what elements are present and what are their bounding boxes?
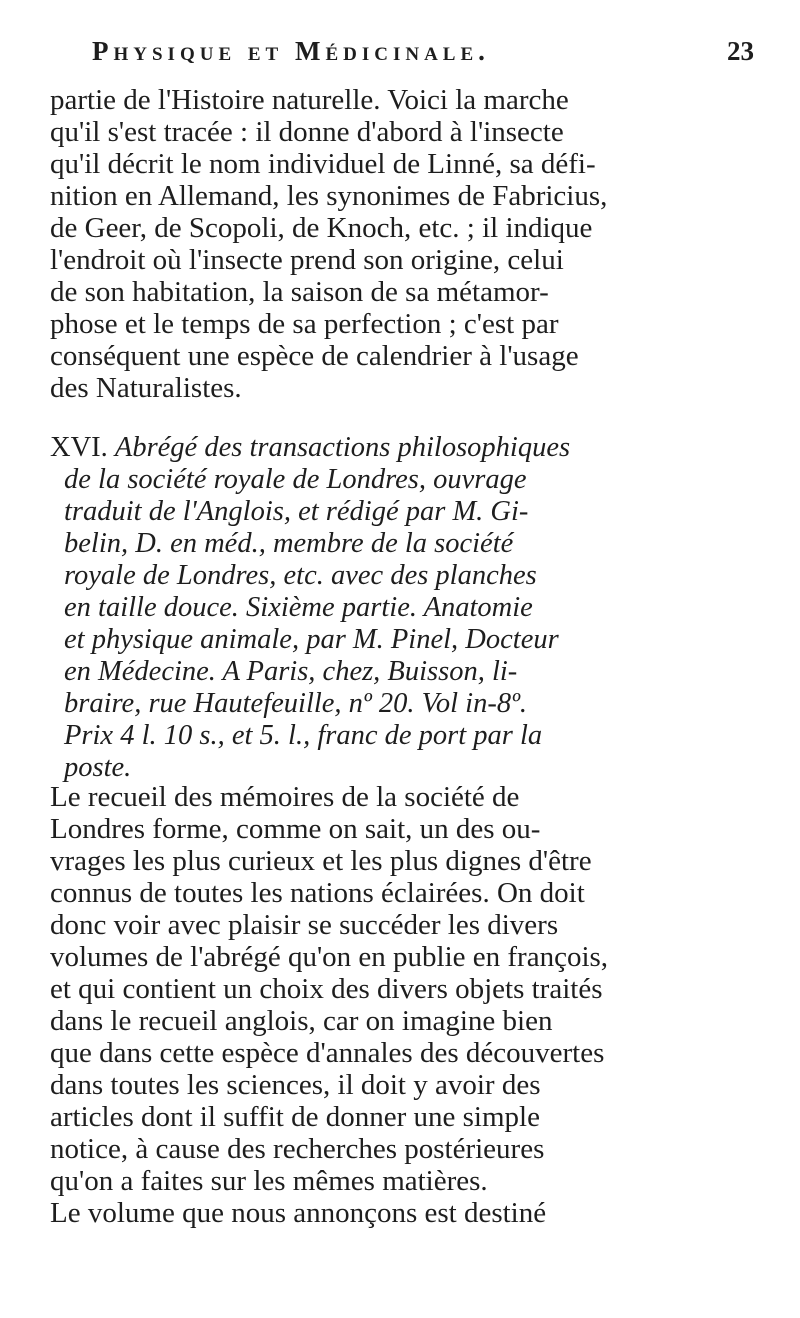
text-line: nition en Allemand, les synonimes de Fabricius, [50,180,608,212]
text-line: volumes de l'abrégé qu'on en publie en françois, [50,941,609,973]
text-line: de Geer, de Scopoli, de Knoch, etc. ; il indique [50,212,593,244]
text-line: Le volume que nous annonçons est destiné [50,1197,547,1229]
text-line: notice, à cause des recherches postérieures [50,1133,545,1165]
text-line: que dans cette espèce d'annales des découvertes [50,1037,605,1069]
text-line: donc voir avec plaisir se succéder les divers [50,909,559,941]
text-line: Londres forme, comme on sait, un des ou- [50,813,541,845]
text-line: qu'on a faites sur les mêmes matières. [50,1165,488,1197]
entry-line: en taille douce. Sixième partie. Anatomie [64,592,533,623]
paragraph-1 [50,84,765,404]
paragraph-2 [50,781,765,1229]
text-line: de son habitation, la saison de sa métamor- [50,276,549,308]
text-line: qu'il décrit le nom individuel de Linné, sa défi- [50,148,596,180]
entry-line: et physique animale, par M. Pinel, Docteur [64,624,559,655]
entry-first-line [50,432,765,464]
text-line: vrages les plus curieux et les plus dignes d'être [50,845,592,877]
running-head [92,36,756,76]
entry-line: braire, rue Hautefeuille, nº 20. Vol in-8º. [64,688,528,719]
text-line: des Naturalistes. [50,372,242,404]
entry-line: Prix 4 l. 10 s., et 5. l., franc de port par la [64,720,543,751]
entry-line: poste. [64,752,132,783]
text-line: l'endroit où l'insecte prend son origine, celui [50,244,564,276]
entry-number: XVI. [50,432,108,463]
running-title: Physique et Médicinale. [92,36,490,66]
text-line: Le recueil des mémoires de la société de [50,781,520,813]
text-line: phose et le temps de sa perfection ; c'est par [50,308,559,340]
entry-line: belin, D. en méd., membre de la société [64,528,514,559]
text-line: et qui contient un choix des divers objets traités [50,973,603,1005]
entry-line: traduit de l'Anglois, et rédigé par M. Gi- [64,496,529,527]
text-line: articles dont il suffit de donner une simple [50,1101,540,1133]
text-line: conséquent une espèce de calendrier à l'usage [50,340,579,372]
text-line: partie de l'Histoire naturelle. Voici la marche [50,84,569,116]
entry-line: en Médecine. A Paris, chez, Buisson, li- [64,656,518,687]
text-line: dans le recueil anglois, car on imagine bien [50,1005,553,1037]
bibliographic-entry [50,432,765,784]
text-line: connus de toutes les nations éclairées. On doit [50,877,585,909]
page-number: 23 [727,36,754,66]
entry-title-start: Abrégé des transactions philosophiques [114,432,571,463]
text-line: dans toutes les sciences, il doit y avoir des [50,1069,541,1101]
entry-line: royale de Londres, etc. avec des planches [64,560,537,591]
text-line: qu'il s'est tracée : il donne d'abord à l'insecte [50,116,564,148]
entry-line: de la société royale de Londres, ouvrage [64,464,527,495]
